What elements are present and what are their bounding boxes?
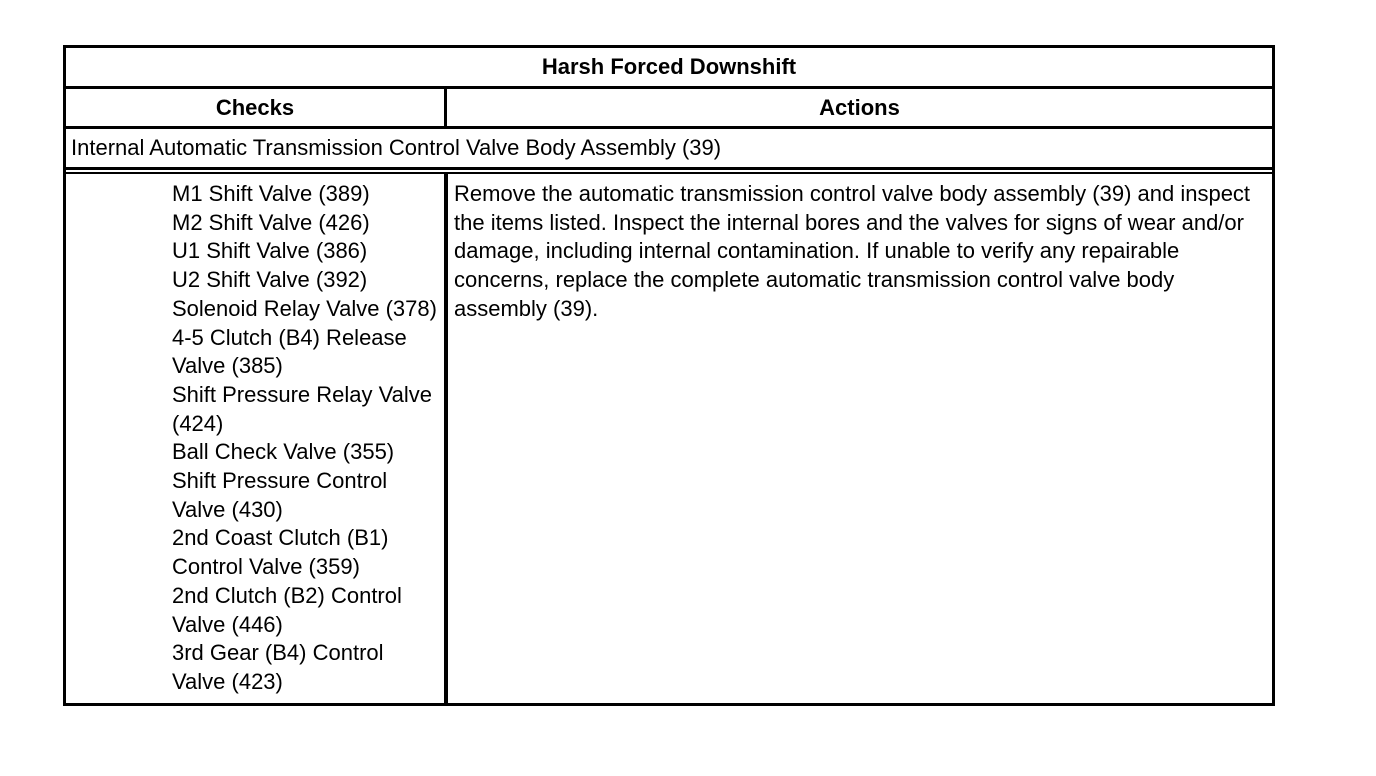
check-item: 2nd Coast Clutch (B1) Control Valve (359) — [172, 525, 389, 580]
checks-list — [66, 174, 447, 703]
check-item: 4-5 Clutch (B4) Release Valve (385) — [172, 324, 407, 379]
action-text: Remove the automatic transmission control valve body assembly (39) and inspect the items listed. Inspect the internal bores and the valves for signs of wear and/or damage, including internal contamination. If unable to verify any repairable concerns, replace the complete automatic transmission control valve body assembly (39). — [447, 174, 1272, 703]
title-row — [66, 48, 1272, 89]
check-item: Shift Pressure Control Valve (430) — [172, 468, 388, 522]
check-item: U2 Shift Valve (392) — [172, 267, 368, 293]
check-item: Ball Check Valve (355) — [172, 439, 395, 465]
section-row — [66, 129, 1272, 170]
table-title: Harsh Forced Downshift — [66, 48, 1272, 89]
check-action-row — [66, 174, 1272, 703]
header-row — [66, 89, 1272, 129]
check-item: Shift Pressure Relay Valve (424) — [172, 381, 433, 436]
check-item: Solenoid Relay Valve (378) — [172, 295, 437, 321]
check-item: 2nd Clutch (B2) Control Valve (446) — [172, 582, 402, 637]
diagnostic-table — [63, 45, 1275, 706]
checks-header: Checks — [66, 89, 447, 129]
section-title: Internal Automatic Transmission Control Valve Body Assembly (39) — [66, 129, 1272, 170]
actions-header: Actions — [447, 89, 1272, 129]
check-item: M1 Shift Valve (389) — [172, 181, 370, 206]
check-item: U1 Shift Valve (386) — [172, 238, 368, 264]
check-item: M2 Shift Valve (426) — [172, 209, 370, 235]
check-item: 3rd Gear (B4) Control Valve (423) — [172, 640, 384, 694]
